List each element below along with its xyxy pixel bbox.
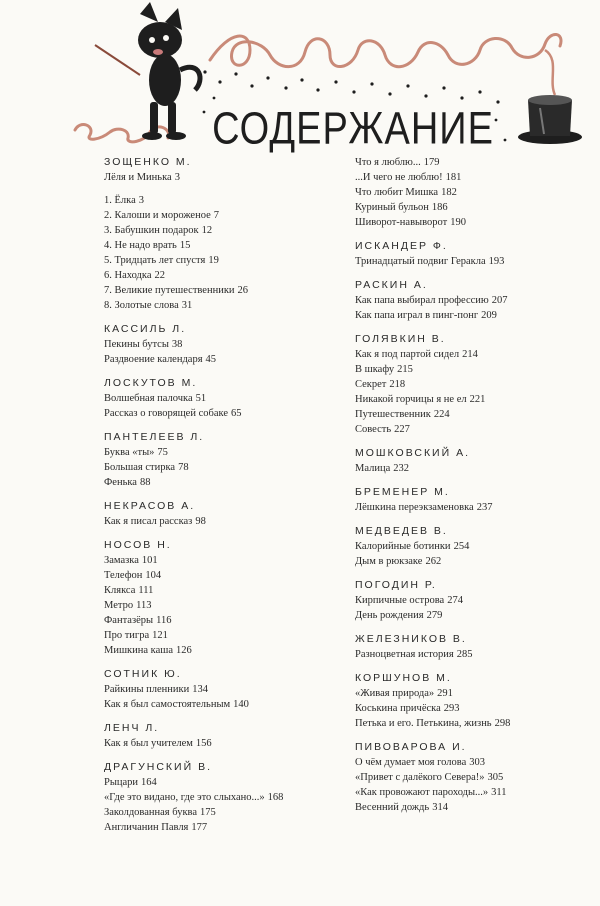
toc-entry[interactable] [104,613,349,628]
toc-entry[interactable] [355,539,600,554]
toc-entry[interactable] [104,805,349,820]
entry-page-number: 274 [447,595,463,606]
entry-page-number: 7 [213,210,219,221]
entry-page-number: 215 [397,364,413,375]
entry-page-number: 214 [462,349,478,360]
entry-title: Мишкина каша [104,645,174,656]
entry-title: В шкафу [355,364,395,375]
toc-entry[interactable] [355,392,600,407]
toc-entry[interactable] [355,185,600,200]
author-name: МЕДВЕДЕВ В. [355,525,448,537]
toc-entry[interactable] [355,293,600,308]
entry-page-number: 186 [431,202,448,213]
entry-title: Кирпичные острова [355,595,445,606]
entry-title: Петька и его. Петькина, жизнь [355,718,492,729]
entry-title: Лёля и Минька [104,172,172,183]
toc-right-column [355,155,600,815]
entry-page-number: 193 [488,256,505,267]
toc-entry[interactable] [104,298,349,313]
entry-page-number: 293 [443,703,460,714]
toc-entry[interactable] [355,770,600,785]
entry-page-number: 298 [494,718,511,729]
author-name: ЛОСКУТОВ М. [104,377,198,389]
entry-title: 3. Бабушкин подарок [104,225,199,236]
entry-page-number: 218 [389,379,406,390]
toc-entry[interactable] [104,406,349,421]
toc-entry[interactable] [355,377,600,392]
author-name: ПОГОДИН Р. [355,579,437,591]
toc-entry[interactable] [104,790,349,805]
toc-entry[interactable] [104,775,349,790]
entry-page-number: 168 [267,792,284,803]
entry-page-number: 38 [171,339,183,350]
entry-title: 1. Ёлка [104,195,136,206]
entry-title: Калорийные ботинки [355,541,451,552]
entry-page-number: 134 [192,684,208,695]
entry-page-number: 314 [432,802,448,813]
entry-page-number: 113 [136,600,152,611]
entry-title: 2. Калоши и мороженое [104,210,211,221]
toc-left-column [104,155,349,835]
toc-entry[interactable] [355,701,600,716]
entry-title: Рассказ о говорящей собаке [104,408,228,419]
entry-page-number: 22 [154,270,165,281]
entry-title: Заколдованная буква [104,807,198,818]
entry-page-number: 262 [425,556,442,567]
toc-entry[interactable] [355,647,600,662]
entry-title: «Где это видано, где это слыхано...» [104,792,265,803]
entry-title: «Привет с далёкого Севера!» [355,772,485,783]
toc-entry[interactable] [355,593,600,608]
entry-page-number: 237 [476,502,493,513]
entry-title: Как я был учителем [104,738,193,749]
entry-title: О чём думает моя голова [355,757,467,768]
entry-page-number: 31 [181,300,193,311]
entry-title: 4. Не надо врать [104,240,177,251]
toc-entry[interactable] [355,200,600,215]
entry-title: Раздвоение календаря [104,354,203,365]
entry-page-number: 65 [231,408,242,419]
entry-title: Никакой горчицы я не ел [355,394,467,405]
toc-entry[interactable] [104,460,349,475]
toc-entry[interactable] [355,755,600,770]
toc-entry[interactable] [104,568,349,583]
entry-title: Лёшкина переэкзаменовка [355,502,474,513]
entry-title: Путешественник [355,409,431,420]
toc-entry[interactable] [104,598,349,613]
entry-page-number: 285 [456,649,473,660]
entry-title: Тринадцатый подвиг Геракла [355,256,486,267]
toc-entry[interactable] [355,215,600,230]
entry-page-number: 51 [195,393,207,404]
toc-entry[interactable] [104,475,349,490]
toc-entry[interactable] [104,514,349,529]
entry-page-number: 209 [481,310,497,321]
entry-title: Совесть [355,424,392,435]
toc-entry[interactable] [104,223,349,238]
toc-entry[interactable] [104,193,349,208]
entry-page-number: 3 [138,195,145,206]
dog-magician-illustration [138,2,200,140]
entry-title: Как я был самостоятельным [104,699,231,710]
entry-title: 7. Великие путешественники [104,285,235,296]
entry-page-number: 3 [174,172,180,183]
author-name: ЖЕЛЕЗНИКОВ В. [355,633,467,645]
entry-page-number: 116 [156,615,172,626]
entry-page-number: 26 [237,285,249,296]
entry-page-number: 279 [426,610,443,621]
entry-title: Как я под партой сидел [355,349,460,360]
entry-title: Про тигра [104,630,150,641]
top-hat-icon [518,95,582,144]
toc-entry[interactable] [104,445,349,460]
entry-title: Как папа играл в пинг-понг [355,310,479,321]
entry-page-number: 45 [205,354,217,365]
entry-title: Разноцветная история [355,649,454,660]
entry-page-number: 104 [145,570,162,581]
entry-title: Что любит Мишка [355,187,439,198]
entry-page-number: 311 [491,787,507,798]
entry-page-number: 182 [441,187,457,198]
toc-entry[interactable] [104,391,349,406]
author-name: НЕКРАСОВ А. [104,500,196,512]
page-title: СОДЕРЖАНИЕ [212,104,494,155]
toc-entry[interactable] [104,253,349,268]
toc-entry[interactable] [104,697,349,712]
toc-entry[interactable] [104,170,349,185]
toc-entry[interactable] [355,500,600,515]
entry-page-number: 88 [139,477,151,488]
toc-entry[interactable] [355,608,600,623]
toc-entry[interactable] [355,461,600,476]
entry-page-number: 12 [201,225,213,236]
entry-page-number: 224 [433,409,450,420]
entry-page-number: 121 [152,630,168,641]
toc-entry[interactable] [355,254,600,269]
entry-page-number: 291 [437,688,453,699]
toc-entry[interactable] [104,682,349,697]
entry-title: Волшебная палочка [104,393,193,404]
entry-title: ...И чего не люблю! [355,172,443,183]
entry-page-number: 232 [393,463,409,474]
entry-title: Райкины пленники [104,684,190,695]
toc-entry[interactable] [104,352,349,367]
author-name: СОТНИК Ю. [104,668,182,680]
author-name: БРЕМЕНЕР М. [355,486,450,498]
entry-title: «Как провожают пароходы...» [355,787,489,798]
entry-page-number: 111 [138,585,154,596]
entry-title: Англичанин Павля [104,822,189,833]
author-name: РАСКИН А. [355,279,428,291]
entry-title: Большая стирка [104,462,176,473]
entry-title: Пекины бутсы [104,339,169,350]
toc-entry[interactable] [355,170,600,185]
entry-page-number: 101 [141,555,158,566]
toc-entry[interactable] [355,716,600,731]
author-name: ИСКАНДЕР Ф. [355,240,448,252]
toc-entry[interactable] [355,686,600,701]
toc-entry[interactable] [104,268,349,283]
entry-page-number: 227 [394,424,410,435]
entry-title: Фенька [104,477,137,488]
entry-page-number: 221 [469,394,486,405]
entry-page-number: 207 [491,295,508,306]
toc-entry[interactable] [104,643,349,658]
toc-entry[interactable] [355,800,600,815]
entry-title: Как я писал рассказ [104,516,193,527]
author-name: ЛЕНЧ Л. [104,722,160,734]
toc-entry[interactable] [104,628,349,643]
entry-title: Рыцари [104,777,139,788]
author-name: ГОЛЯВКИН В. [355,333,446,345]
toc-entry[interactable] [104,736,349,751]
entry-title: Куриный бульон [355,202,429,213]
entry-title: Фантазёры [104,615,154,626]
entry-page-number: 305 [487,772,504,783]
entry-page-number: 303 [469,757,486,768]
entry-title: Малица [355,463,391,474]
entry-page-number: 190 [450,217,466,228]
entry-title: Телефон [104,570,143,581]
toc-entry[interactable] [355,308,600,323]
entry-page-number: 140 [233,699,249,710]
toc-entry[interactable] [355,554,600,569]
entry-title: «Живая природа» [355,688,435,699]
author-name: ПАНТЕЛЕЕВ Л. [104,431,205,443]
entry-title: Метро [104,600,134,611]
entry-page-number: 181 [445,172,462,183]
author-name: НОСОВ Н. [104,539,172,551]
author-name: КОРШУНОВ М. [355,672,452,684]
entry-page-number: 156 [195,738,212,749]
toc-entry[interactable] [104,583,349,598]
toc-entry[interactable] [104,208,349,223]
entry-title: Буква «ты» [104,447,155,458]
toc-entry[interactable] [104,553,349,568]
entry-page-number: 254 [453,541,470,552]
entry-page-number: 98 [195,516,206,527]
entry-title: 5. Тридцать лет спустя [104,255,206,266]
toc-entry[interactable] [104,185,349,193]
toc-entry[interactable] [355,785,600,800]
entry-title: Клякса [104,585,136,596]
entry-title: 8. Золотые слова [104,300,179,311]
author-name: ПИВОВАРОВА И. [355,741,467,753]
entry-page-number: 164 [141,777,157,788]
entry-title: Замазка [104,555,139,566]
entry-page-number: 75 [157,447,168,458]
header-illustration [0,0,600,155]
entry-page-number: 177 [191,822,208,833]
entry-page-number: 179 [423,157,440,168]
entry-page-number: 15 [179,240,191,251]
entry-title: День рождения [355,610,424,621]
entry-title: Шиворот-навыворот [355,217,448,228]
author-name: ДРАГУНСКИЙ В. [104,761,212,773]
toc-entry[interactable] [355,347,600,362]
author-name: ЗОЩЕНКО М. [104,156,192,168]
toc-entry[interactable] [104,283,349,298]
toc-entry[interactable] [355,362,600,377]
toc-entry[interactable] [355,422,600,437]
entry-title: Весенний дождь [355,802,430,813]
entry-title: Секрет [355,379,387,390]
entry-title: Коськина причёска [355,703,441,714]
author-name: МОШКОВСКИЙ А. [355,447,470,459]
entry-title: 6. Находка [104,270,152,281]
entry-title: Дым в рюкзаке [355,556,423,567]
entry-page-number: 175 [200,807,216,818]
toc-entry[interactable] [104,337,349,352]
toc-entry[interactable] [104,238,349,253]
entry-page-number: 19 [208,255,219,266]
author-name: КАССИЛЬ Л. [104,323,187,335]
entry-page-number: 126 [176,645,192,656]
toc-entry[interactable] [355,407,600,422]
toc-entry[interactable] [104,820,349,835]
entry-title: Что я люблю... [355,157,421,168]
entry-title: Как папа выбирал профессию [355,295,489,306]
entry-page-number: 78 [178,462,189,473]
toc-entry[interactable] [355,155,600,170]
